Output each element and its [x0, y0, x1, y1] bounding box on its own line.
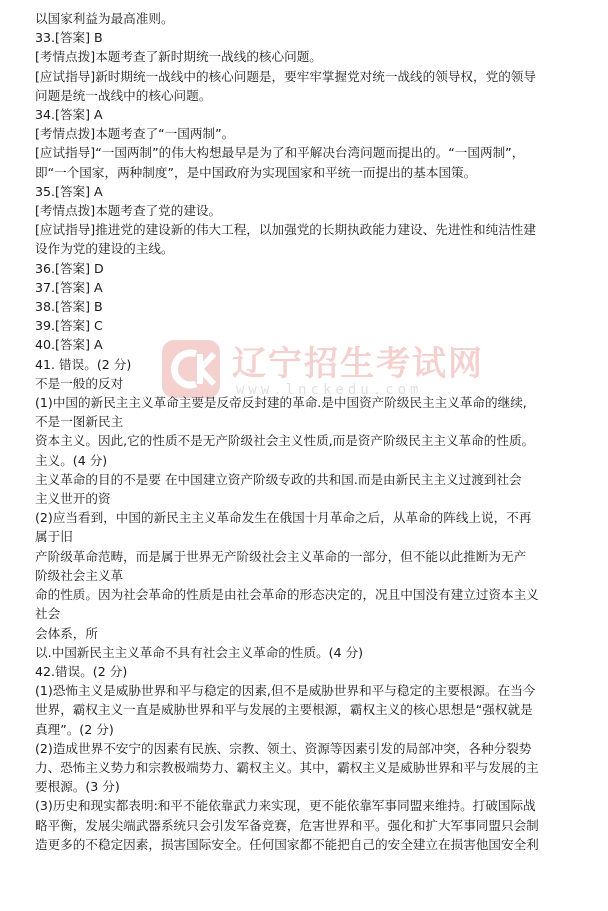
text-line: 34.[答案] A [35, 107, 103, 123]
text-line: 设作为党的建设的主线。 [35, 241, 174, 257]
text-line: 42.错误。(2 分) [35, 663, 128, 679]
text-line: 主义革命的目的不是要 在中国建立资产阶级专政的共和国.而是由新民主主义过渡到社会 [35, 471, 522, 487]
text-line: 要根源。(3 分) [35, 779, 120, 795]
text-line: 问题是统一战线中的核心问题。 [35, 87, 212, 103]
text-line: 命的性质。因为社会革命的性质是由社会革命的形态决定的，况且中国没有建立过资本主义 [35, 587, 539, 603]
text-line: 会体系，所 [35, 625, 98, 641]
text-line: 38.[答案] B [35, 299, 103, 315]
watermark-title: 辽宁招生考试网 [232, 344, 484, 384]
text-line: 不是一般的反对 [35, 375, 124, 391]
text-line: 世界，霸权主义一直是威胁世界和平与发展的主要根源，霸权主义的核心思想是“强权就是 [35, 702, 533, 718]
document-text [35, 9, 580, 854]
text-line: (3)历史和现实都表明:和平不能依靠武力来实现，更不能依靠军事同盟来维持。打破国际战 [35, 798, 536, 814]
text-line: 37.[答案] A [35, 279, 103, 295]
text-line: 39.[答案] C [35, 318, 103, 334]
text-line: 产阶级革命范畴，而是属于世界无产阶级社会主义革命的一部分，但不能以此推断为无产 [35, 548, 527, 564]
text-line: (2)造成世界不安宁的因素有民族、宗教、领土、资源等因素引发的局部冲突，各种分裂势 [35, 740, 532, 756]
text-line: 不是一图新民主 [35, 414, 124, 430]
text-line: 33.[答案] B [35, 30, 103, 46]
text-line: [考情点拨]本题考查了党的建设。 [35, 203, 222, 219]
text-line: 35.[答案] A [35, 183, 103, 199]
text-line: 属于旧 [35, 529, 73, 545]
text-line: 40.[答案] A [35, 337, 103, 353]
text-line: 主义世开的资 [35, 491, 111, 507]
text-line: (2)应当看到，中国的新民主主义革命发生在俄国十月革命之后，从革命的阵线上说，不再 [35, 510, 532, 526]
text-line: (1)恐怖主义是威胁世界和平与稳定的因素,但不是威胁世界和平与稳定的主要根源。在当今 [35, 683, 536, 699]
text-line: 41. 错误。(2 分) [35, 356, 132, 372]
text-line: 阶级社会主义革 [35, 567, 124, 583]
text-line: 略平衡，发展尖端武器系统只会引发军备竞赛，危害世界和平。强化和扩大军事同盟只会制 [35, 817, 539, 833]
text-line: [应试指导]新时期统一战线中的核心问题是，要牢牢掌握党对统一战线的领导权，党的领导 [35, 68, 536, 84]
text-line: 主义。(4 分) [35, 452, 108, 468]
watermark-url: www.lnckedu.com [236, 382, 423, 398]
text-line: [考情点拨]本题考查了新时期统一战线的核心问题。 [35, 49, 322, 65]
text-line: 真理”。(2 分) [35, 721, 114, 737]
text-line: 以.中国新民主主义革命不具有社会主义革命的性质。(4 分) [35, 644, 364, 660]
text-line: 力、恐怖主义势力和宗教极端势力、霸权主义。其中，霸权主义是威胁世界和平与发展的主 [35, 759, 539, 775]
text-line: [考情点拨]本题考查了“一国两制”。 [35, 126, 235, 142]
text-line: [应试指导]“一国两制”的伟大构想最早是为了和平解决台湾问题而提出的。“一国两制”， [35, 145, 525, 161]
text-line: 即“一个国家，两种制度”，是中国政府为实现国家和平统一而提出的基本国策。 [35, 164, 477, 180]
text-line: 资本主义。因此,它的性质不是无产阶级社会主义性质,而是资产阶级民主主义革命的性质。 [35, 433, 535, 449]
text-line: [应试指导]推进党的建设新的伟大工程，以加强党的长期执政能力建设、先进性和纯洁性建 [35, 222, 536, 238]
text-line: 以国家利益为最高准则。 [35, 11, 174, 26]
text-line: 社会 [35, 606, 61, 622]
text-line: 36.[答案] D [35, 260, 104, 276]
text-line: 造更多的不稳定因素，损害国际安全。任何国家都不能把自己的安全建立在损害他国安全利 [35, 836, 539, 852]
text-line: (1)中国的新民主主义革命主要是反帝反封建的革命.是中国资产阶级民主主义革命的继续, [35, 395, 527, 411]
